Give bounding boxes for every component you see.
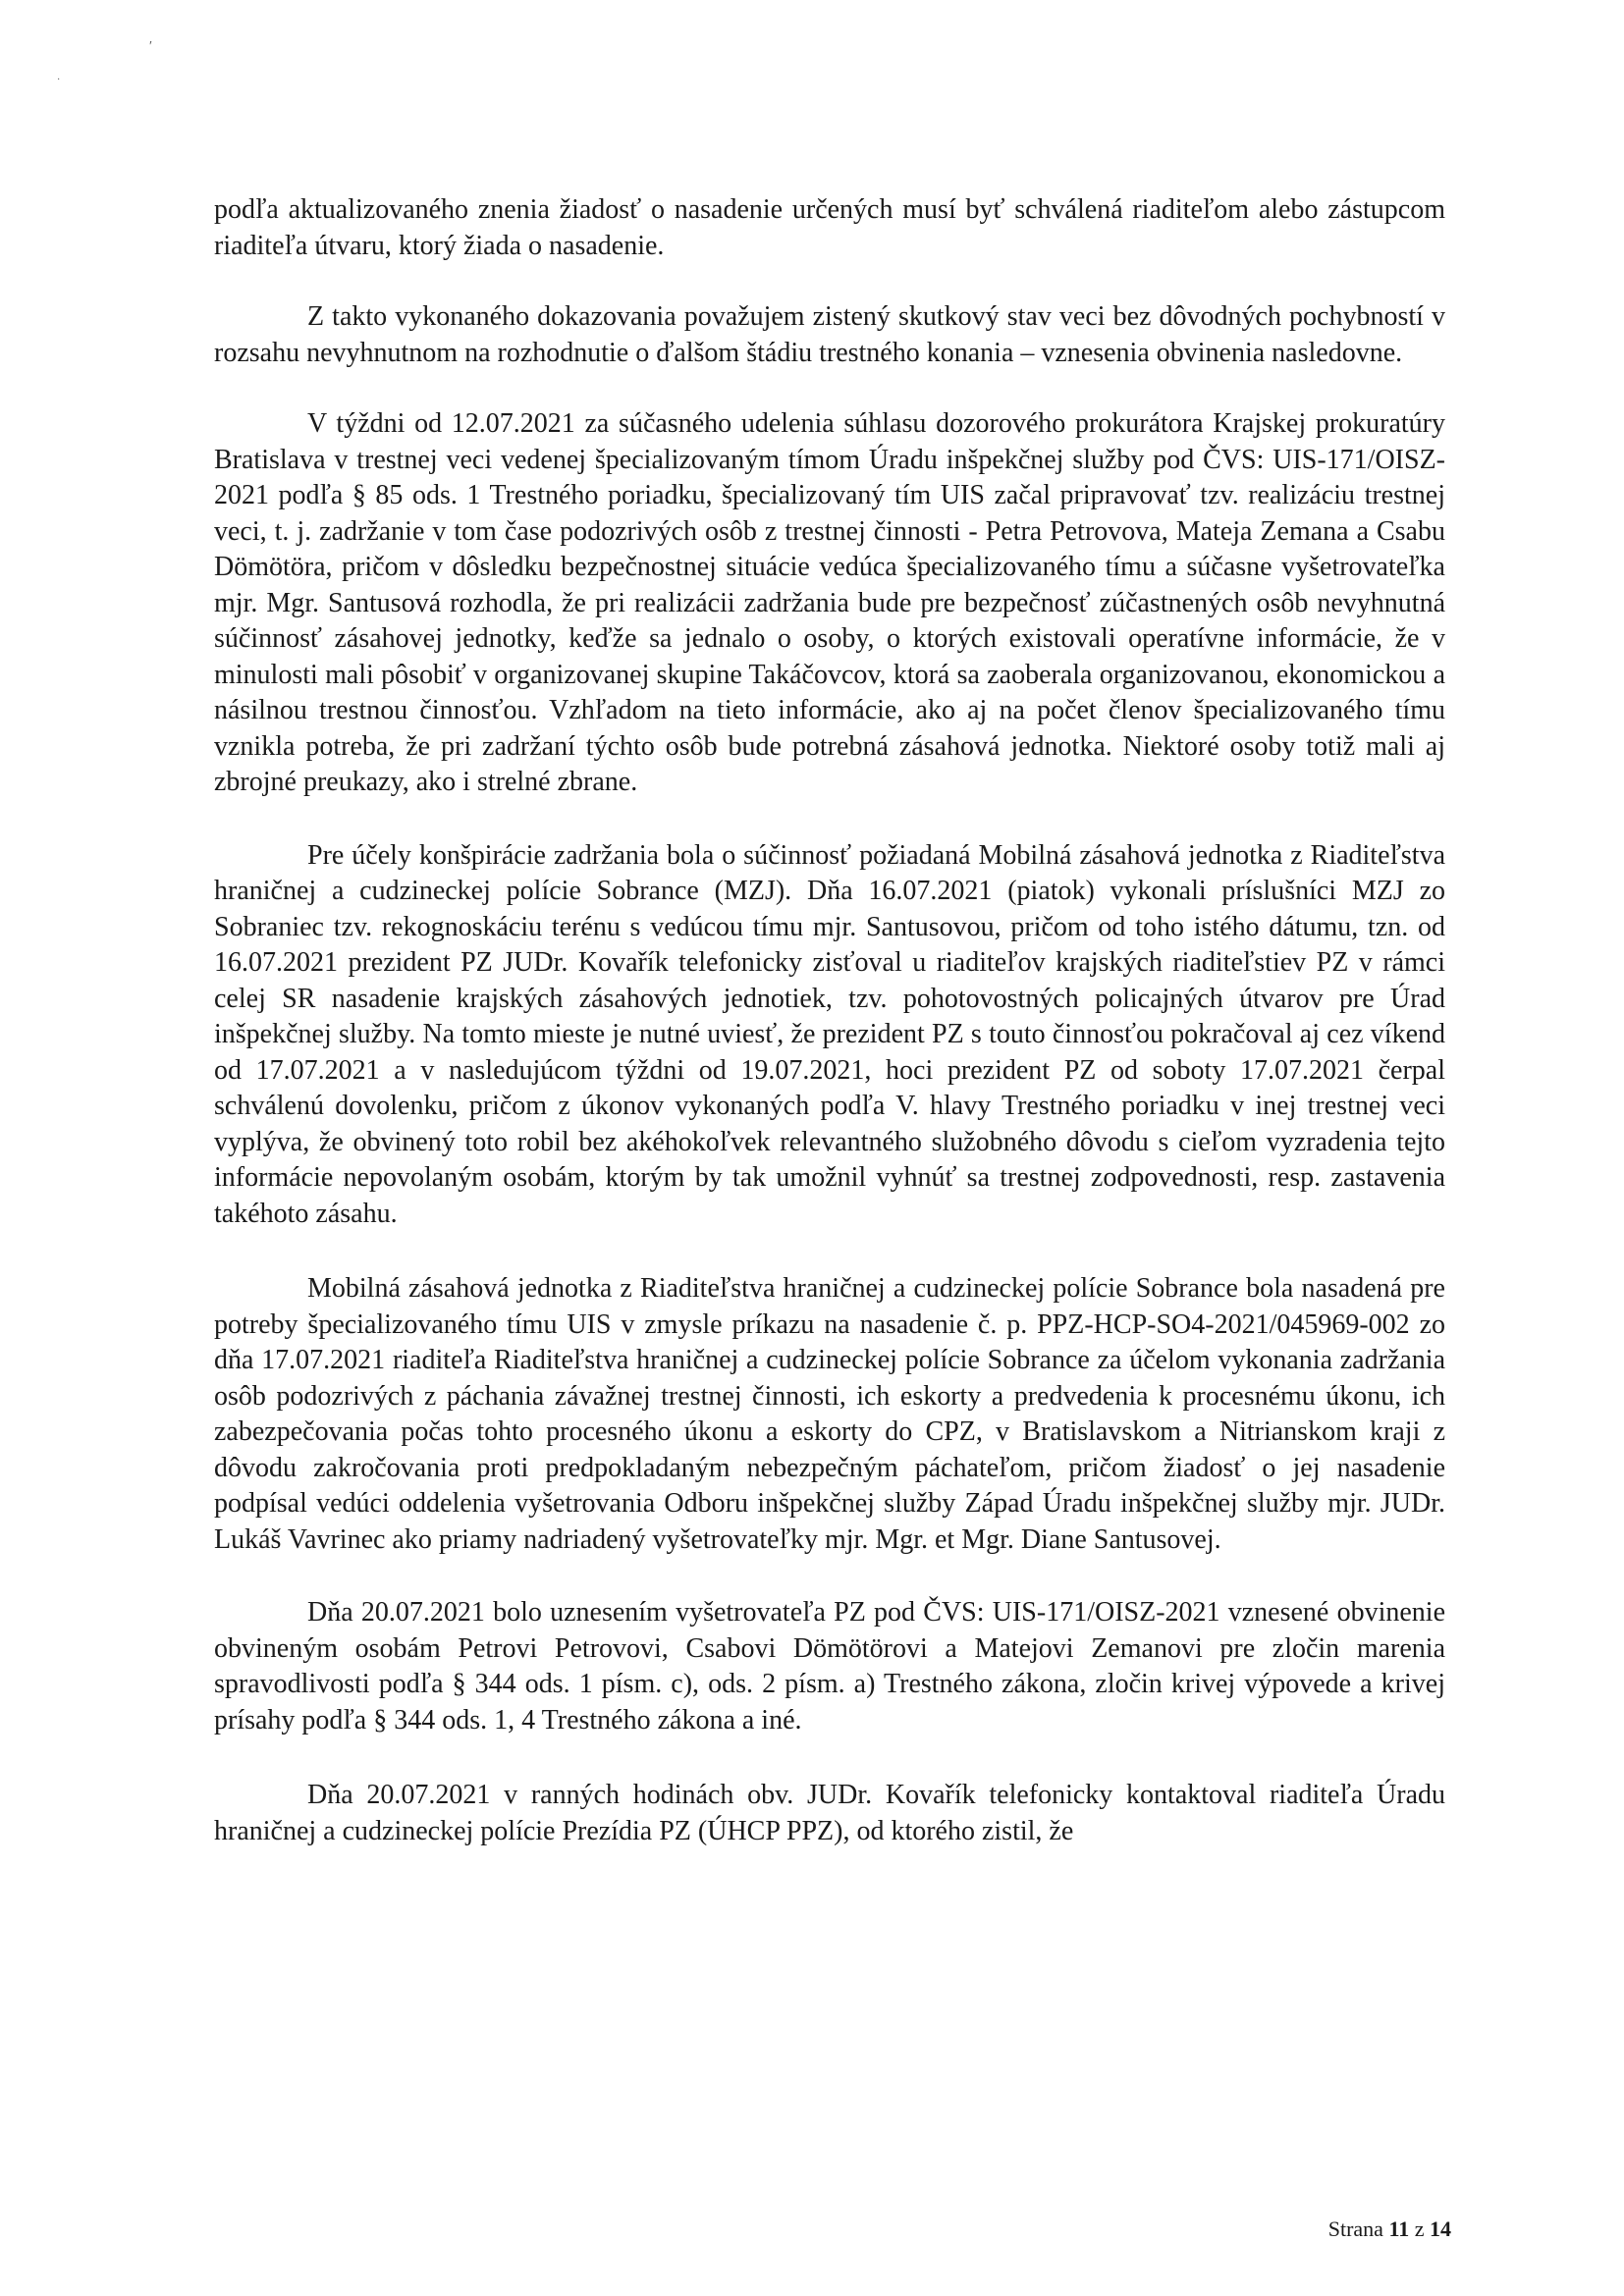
page-number-current: 11 (1388, 2216, 1410, 2241)
document-body (214, 192, 1445, 1849)
page-number (1328, 2216, 1451, 2242)
paragraph-5: Mobilná zásahová jednotka z Riaditeľstva hraničnej a cudzineckej polície Sobrance bola nasadená pre potreby špecializovaného tímu UIS v zmysle príkazu na nasadenie č. p. PPZ-HCP-SO4-2021/045969-002 zo dňa 17.07.2021 riaditeľa Riaditeľstva hraničnej a cudzineckej polície Sobrance za účelom vykonania zadržania osôb podozrivých z páchania závažnej trestnej činnosti, ich eskorty a predvedenia k procesnému úkonu, ich zabezpečovania počas tohto procesného úkonu a eskorty do CPZ, v Bratislavskom a Nitrianskom kraji z dôvodu zakročovania proti predpokladaným nebezpečným páchateľom, pričom žiadosť o jej nasadenie podpísal vedúci oddelenia vyšetrovania Odboru inšpekčnej služby Západ Úradu inšpekčnej služby mjr. JUDr. Lukáš Vavrinec ako priamy nadriadený vyšetrovateľky mjr. Mgr. et Mgr. Diane Santusovej. (214, 1273, 1445, 1555)
page-number-separator: z (1414, 2216, 1425, 2241)
paragraph-1: podľa aktualizovaného znenia žiadosť o nasadenie určených musí byť schválená riaditeľom alebo zástupcom riaditeľa útvaru, ktorý žiada o nasadenie. (214, 194, 1445, 261)
page-number-total: 14 (1430, 2216, 1451, 2241)
paragraph-3: V týždni od 12.07.2021 za súčasného udelenia súhlasu dozorového prokurátora Krajskej prokuratúry Bratislava v trestnej veci vedenej špecializovaným tímom Úradu inšpekčnej služby pod ČVS: UIS-171/OISZ-2021 podľa § 85 ods. 1 Trestného poriadku, špecializovaný tím UIS začal pripravovať tzv. realizáciu trestnej veci, t. j. zadržanie v tom čase podozrivých osôb z trestnej činnosti - Petra Petrovova, Mateja Zemana a Csabu Dömötöra, pričom v dôsledku bezpečnostnej situácie vedúca špecializovaného tímu a súčasne vyšetrovateľka mjr. Mgr. Santusová rozhodla, že pri realizácii zadržania bude pre bezpečnosť zúčastnených osôb nevyhnutná súčinnosť zásahovej jednotky, keďže sa jednalo o osoby, o ktorých existovali operatívne informácie, že v minulosti mali pôsobiť v organizovanej skupine Takáčovcov, ktorá sa zaoberala organizovanou, ekonomickou a násilnou trestnou činnosťou. Vzhľadom na tieto informácie, ako aj na počet členov špecializovaného tímu vznikla potreba, že pri zadržaní týchto osôb bude potrebná zásahová jednotka. Niektoré osoby totiž mali aj zbrojné preukazy, ako i strelné zbrane. (214, 408, 1445, 797)
page-number-prefix: Strana (1327, 2216, 1383, 2241)
paragraph-4: Pre účely konšpirácie zadržania bola o súčinnosť požiadaná Mobilná zásahová jednotka z Riaditeľstva hraničnej a cudzineckej polície Sobrance (MZJ). Dňa 16.07.2021 (piatok) vykonali príslušníci MZJ zo Sobraniec tzv. rekognoskáciu terénu s vedúcou tímu mjr. Santusovou, pričom od toho istého dátumu, tzn. od 16.07.2021 prezident PZ JUDr. Kovařík telefonicky zisťoval u riaditeľov krajských riaditeľstiev PZ v rámci celej SR nasadenie krajských zásahových jednotiek, tzv. pohotovostných policajných útvarov pre Úrad inšpekčnej služby. Na tomto mieste je nutné uviesť, že prezident PZ s touto činnosťou pokračoval aj cez víkend od 17.07.2021 a v nasledujúcom týždni od 19.07.2021, hoci prezident PZ od soboty 17.07.2021 čerpal schválenú dovolenku, pričom z úkonov vykonaných podľa V. hlavy Trestného poriadku v inej trestnej veci vyplýva, že obvinený toto robil bez akéhokoľvek relevantného služobného dôvodu s cieľom vyzradenia tejto informácie nepovolaným osobám, ktorým by tak umožnil vyhnúť sa trestnej zodpovednosti, resp. zastavenia takéhoto zásahu. (214, 839, 1445, 1229)
paragraph-2: Z takto vykonaného dokazovania považujem zistený skutkový stav veci bez dôvodných pochybností v rozsahu nevyhnutnom na rozhodnutie o ďalšom štádiu trestného konania – vznesenia obvinenia nasledovne. (214, 301, 1445, 368)
paragraph-6: Dňa 20.07.2021 bolo uznesením vyšetrovateľa PZ pod ČVS: UIS-171/OISZ-2021 vznesené obvinenie obvineným osobám Petrovi Petrovovi, Csabovi Dömötörovi a Matejovi Zemanovi pre zločin marenia spravodlivosti podľa § 344 ods. 1 písm. c), ods. 2 písm. a) Trestného zákona, zločin krivej výpovede a krivej prísahy podľa § 344 ods. 1, 4 Trestného zákona a iné. (214, 1597, 1445, 1735)
scan-artifact: · (57, 75, 61, 85)
scan-artifact: ′ (149, 39, 153, 54)
paragraph-7: Dňa 20.07.2021 v ranných hodinách obv. JUDr. Kovařík telefonicky kontaktoval riaditeľa Úradu hraničnej a cudzineckej polície Prezídia PZ (ÚHCP PPZ), od ktorého zistil, že (214, 1780, 1445, 1846)
